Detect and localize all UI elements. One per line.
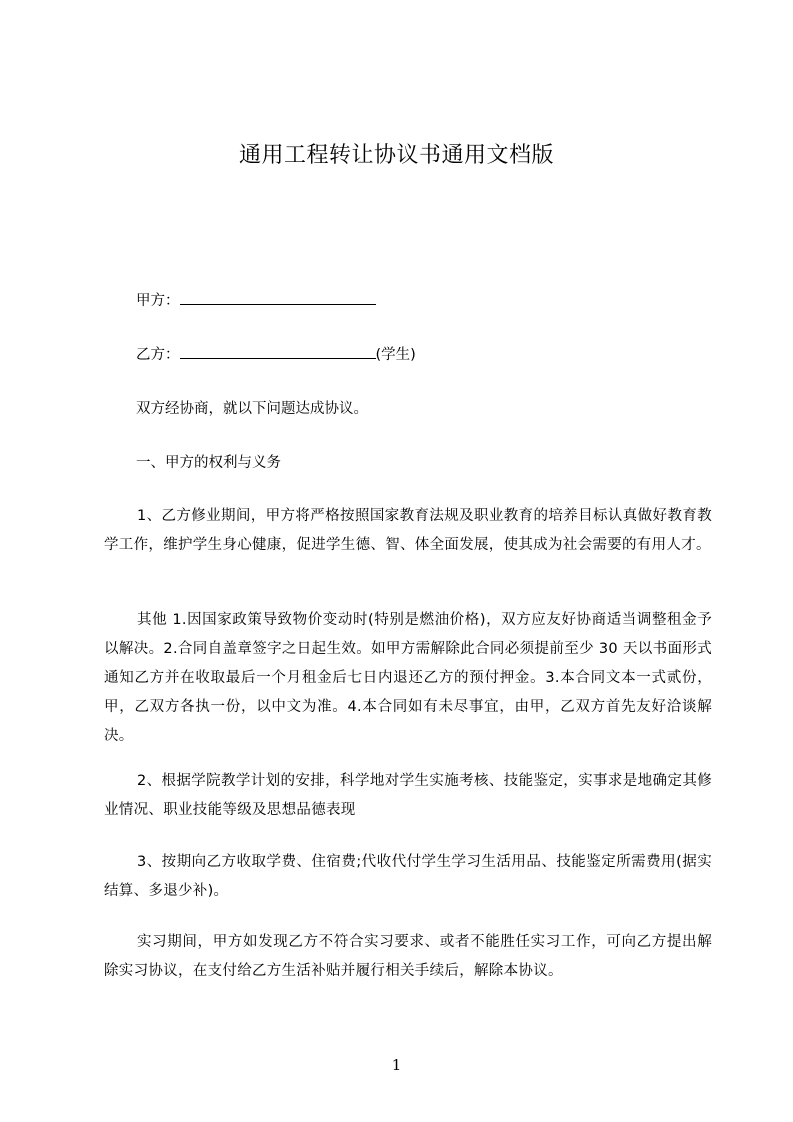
party-a-line xyxy=(136,290,376,311)
party-a-label: 甲方： xyxy=(136,293,180,309)
paragraph-other-terms: 其他 1.因国家政策导致物价变动时(特别是燃油价格)，双方应友好协商适当调整租金予以解决。2.合同自盖章签字之日起生效。如甲方需解除此合同必须提前至少 30 天以书面形式通知乙方并在收取最后一个月租金后七日内退还乙方的预付押金。3.本合同文本一式贰份，甲，乙双方各执一份，以中文为准。4.本合同如有未尽事宜，由甲，乙双方首先友好洽谈解决。 xyxy=(104,612,712,744)
paragraph-1: 1、乙方修业期间，甲方将严格按照国家教育法规及职业教育的培养目标认真做好教育教学工作，维护学生身心健康，促进学生德、智、体全面发展，使其成为社会需要的有用人才。 xyxy=(104,508,712,553)
party-a-blank xyxy=(180,290,376,305)
paragraph-3: 3、按期向乙方收取学费、住宿费;代收代付学生学习生活用品、技能鉴定所需费用(据实结算、多退少补)。 xyxy=(104,854,712,899)
page-number: 1 xyxy=(391,1056,402,1074)
party-b-label: 乙方： xyxy=(136,347,180,363)
party-b-line xyxy=(136,344,416,365)
paragraph-internship: 实习期间，甲方如发现乙方不符合实习要求、或者不能胜任实习工作，可向乙方提出解除实习协议，在支付给乙方生活补贴并履行相关手续后，解除本协议。 xyxy=(104,934,712,979)
document-title: 通用工程转让协议书通用文档版 xyxy=(238,143,554,168)
section-1-heading: 一、甲方的权利与义务 xyxy=(136,455,281,471)
intro-text: 双方经协商，就以下问题达成协议。 xyxy=(136,401,368,417)
party-b-blank xyxy=(180,344,376,359)
paragraph-2: 2、根据学院教学计划的安排，科学地对学生实施考核、技能鉴定，实事求是地确定其修业情况、职业技能等级及思想品德表现 xyxy=(104,773,712,818)
party-b-suffix: (学生) xyxy=(375,347,416,363)
